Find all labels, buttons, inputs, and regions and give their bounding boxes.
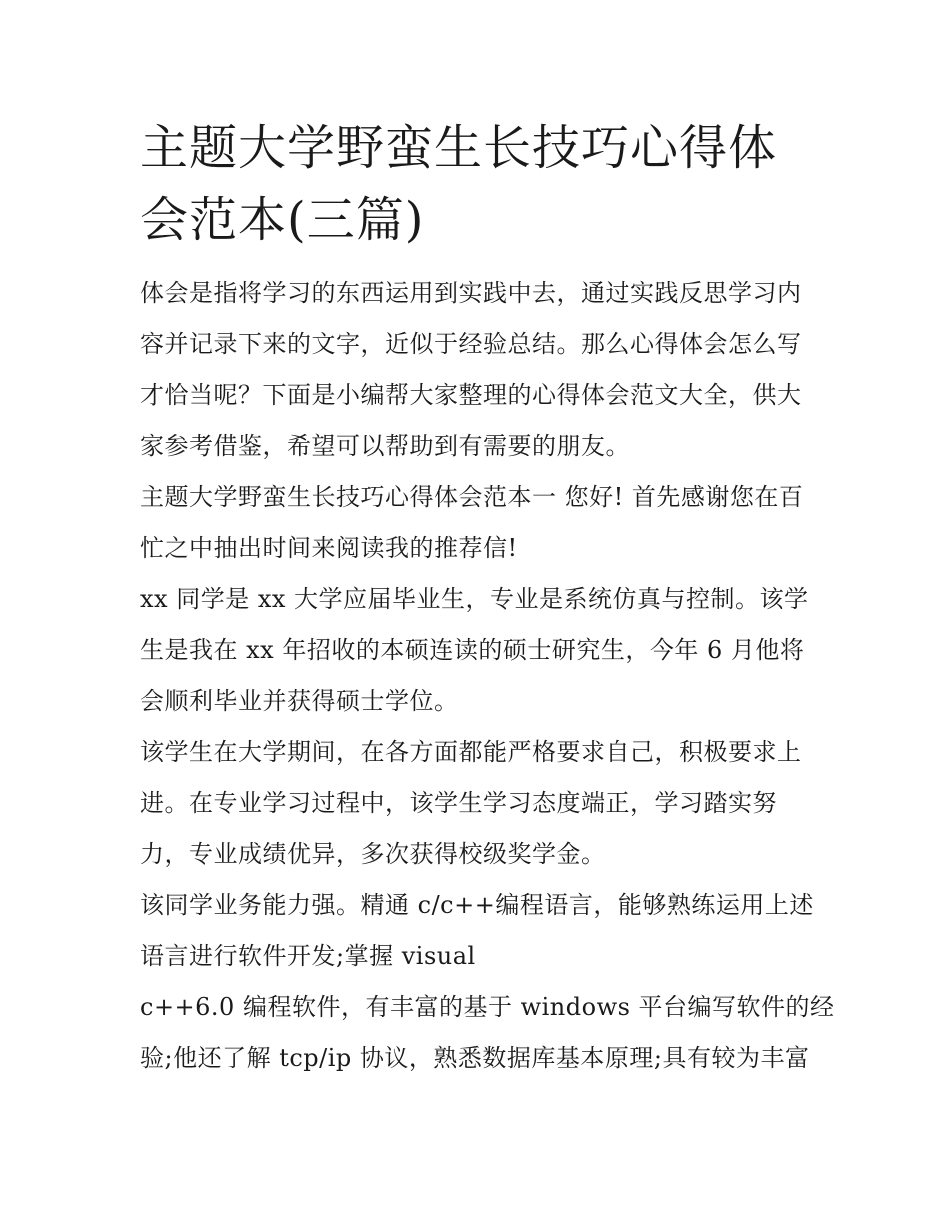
text-line: c++6.0 编程软件，有丰富的基于 windows 平台编写软件的经: [140, 993, 835, 1021]
text-line: xx 同学是 xx 大学应届毕业生，专业是系统仿真与控制。该学: [140, 585, 809, 613]
text-line: 进。在专业学习过程中，该学生学习态度端正，学习踏实努: [140, 789, 777, 817]
text-line: 家参考借鉴，希望可以帮助到有需要的朋友。: [140, 432, 630, 460]
text-line: 才恰当呢？下面是小编帮大家整理的心得体会范文大全，供大: [140, 381, 802, 409]
document-page: [140, 112, 835, 1084]
document-title: [140, 112, 815, 256]
title-line: 会范本(三篇): [140, 192, 425, 248]
paragraph-skills: [140, 880, 815, 982]
text-line: 忙之中抽出时间来阅读我的推荐信!: [140, 534, 518, 562]
title-line: 主题大学野蛮生长技巧心得体: [140, 120, 778, 176]
paragraph-student-info: [140, 574, 815, 727]
text-line: 力，专业成绩优异，多次获得校级奖学金。: [140, 840, 606, 868]
text-line: 会顺利毕业并获得硕士学位。: [140, 687, 459, 715]
text-line: 主题大学野蛮生长技巧心得体会范本一 您好! 首先感谢您在百: [140, 483, 804, 511]
text-line: 体会是指将学习的东西运用到实践中去，通过实践反思学习内: [140, 279, 802, 307]
text-line: 该同学业务能力强。精通 c/c++编程语言，能够熟练运用上述: [140, 891, 814, 919]
text-line: 容并记录下来的文字，近似于经验总结。那么心得体会怎么写: [140, 330, 802, 358]
paragraph-greeting: [140, 472, 815, 574]
text-line: 验;他还了解 tcp/ip 协议，熟悉数据库基本原理;具有较为丰富: [140, 1044, 810, 1072]
paragraph-study-attitude: [140, 727, 815, 880]
paragraph-experience: [140, 982, 835, 1084]
text-line: 语言进行软件开发;掌握 visual: [140, 942, 476, 970]
text-line: 该学生在大学期间，在各方面都能严格要求自己，积极要求上: [140, 738, 802, 766]
text-line: 生是我在 xx 年招收的本硕连读的硕士研究生，今年 6 月他将: [140, 636, 805, 664]
paragraph-intro: [140, 268, 815, 472]
